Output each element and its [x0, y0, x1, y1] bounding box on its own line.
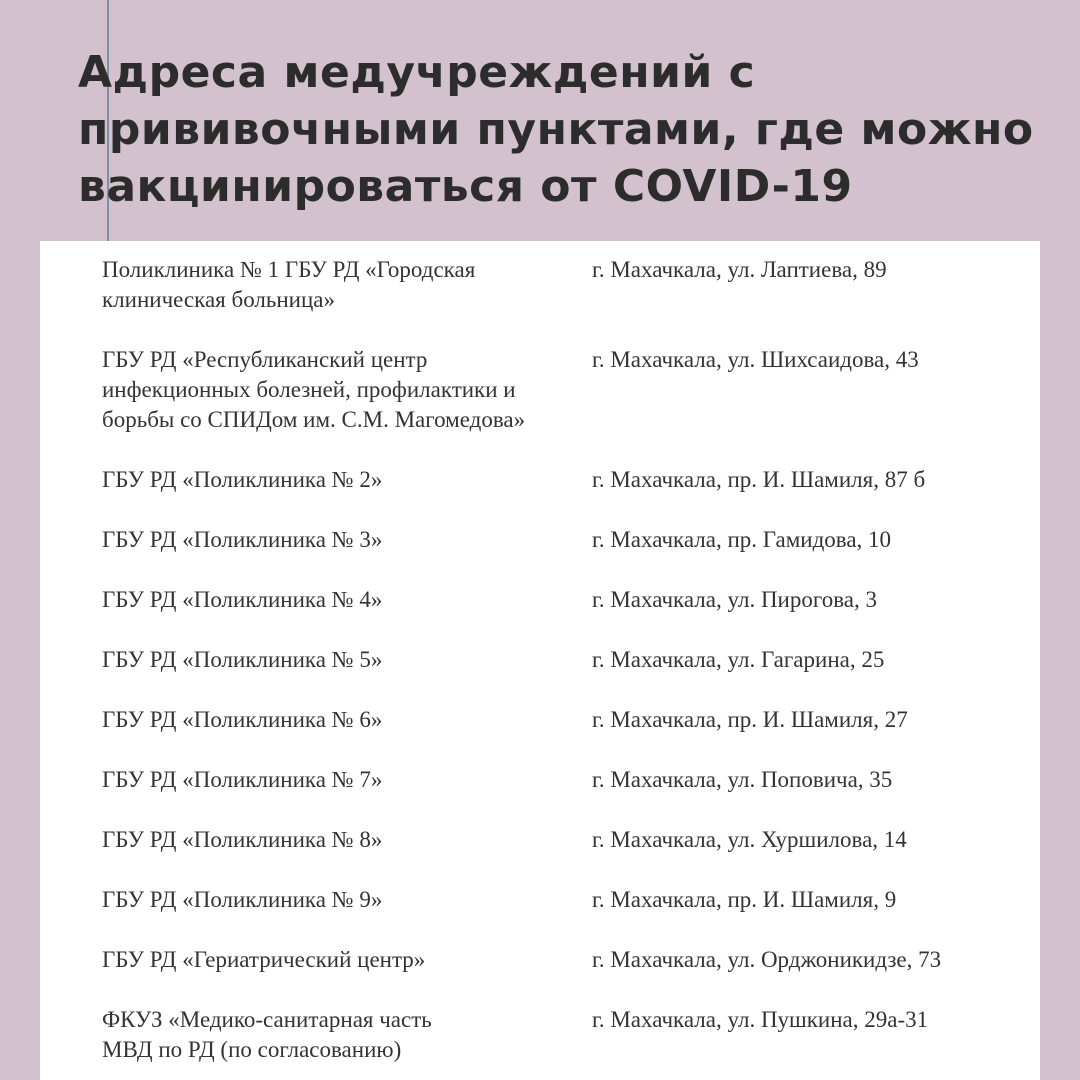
facility-name-line: ФКУЗ «Медико-санитарная часть [102, 1007, 432, 1032]
facility-row [102, 1005, 1032, 1065]
facility-name [102, 705, 592, 735]
facility-address: г. Махачкала, ул. Пушкина, 29а-31 [592, 1007, 929, 1032]
facility-row [102, 255, 1032, 315]
facility-name-line: ГБУ РД «Поликлиника № 4» [102, 587, 383, 612]
facility-address: г. Махачкала, ул. Шихсаидова, 43 [592, 347, 919, 372]
facility-address: г. Махачкала, пр. И. Шамиля, 9 [592, 887, 897, 912]
facility-name-line: инфекционных болезней, профилактики и [102, 377, 516, 402]
facility-row [102, 885, 1032, 915]
facility-name [102, 765, 592, 795]
title-line: вакцинироваться от COVID-19 [78, 161, 853, 212]
facility-name-line: Поликлиника № 1 ГБУ РД «Городская [102, 257, 476, 282]
facility-name [102, 945, 592, 975]
facility-name-line: ГБУ РД «Поликлиника № 2» [102, 467, 383, 492]
facility-name-line: ГБУ РД «Поликлиника № 8» [102, 827, 383, 852]
page-title [78, 44, 1038, 215]
facility-address: г. Махачкала, пр. Гамидова, 10 [592, 527, 892, 552]
facility-name-line: ГБУ РД «Поликлиника № 7» [102, 767, 383, 792]
facility-row [102, 585, 1032, 615]
facility-address: г. Махачкала, ул. Пирогова, 3 [592, 587, 877, 612]
facility-address: г. Махачкала, ул. Поповича, 35 [592, 767, 893, 792]
facility-name-line: ГБУ РД «Поликлиника № 6» [102, 707, 383, 732]
facility-name [102, 585, 592, 615]
facility-name-line: ГБУ РД «Поликлиника № 9» [102, 887, 383, 912]
facility-row [102, 945, 1032, 975]
facility-row [102, 645, 1032, 675]
title-line: Адреса медучреждений с [78, 47, 756, 98]
facility-name [102, 825, 592, 855]
facility-name-line: клиническая больница» [102, 287, 335, 312]
facility-row [102, 765, 1032, 795]
facility-address: г. Махачкала, пр. И. Шамиля, 87 б [592, 467, 926, 492]
facility-name [102, 645, 592, 675]
facility-name-line: ГБУ РД «Поликлиника № 5» [102, 647, 383, 672]
facility-address: г. Махачкала, ул. Лаптиева, 89 [592, 257, 887, 282]
facility-name [102, 255, 592, 315]
facility-name [102, 885, 592, 915]
facility-row [102, 705, 1032, 735]
facility-name-line: ГБУ РД «Гериатрический центр» [102, 947, 426, 972]
facility-name [102, 465, 592, 495]
facility-row [102, 825, 1032, 855]
facility-address: г. Махачкала, ул. Гагарина, 25 [592, 647, 885, 672]
facility-name-line: ГБУ РД «Поликлиника № 3» [102, 527, 383, 552]
facility-address: г. Махачкала, ул. Орджоникидзе, 73 [592, 947, 942, 972]
facility-name [102, 525, 592, 555]
document-sheet [40, 241, 1040, 1080]
facility-list [102, 255, 1032, 1065]
title-line: прививочными пунктами, где можно [78, 104, 1034, 155]
facility-name-line: МВД по РД (по согласованию) [102, 1037, 402, 1062]
facility-row [102, 525, 1032, 555]
facility-row [102, 345, 1032, 435]
facility-address: г. Махачкала, пр. И. Шамиля, 27 [592, 707, 908, 732]
facility-name [102, 1005, 592, 1065]
facility-name [102, 345, 592, 435]
facility-name-line: борьбы со СПИДом им. С.М. Магомедова» [102, 407, 526, 432]
facility-name-line: ГБУ РД «Республиканский центр [102, 347, 428, 372]
facility-row [102, 465, 1032, 495]
facility-address: г. Махачкала, ул. Хуршилова, 14 [592, 827, 907, 852]
